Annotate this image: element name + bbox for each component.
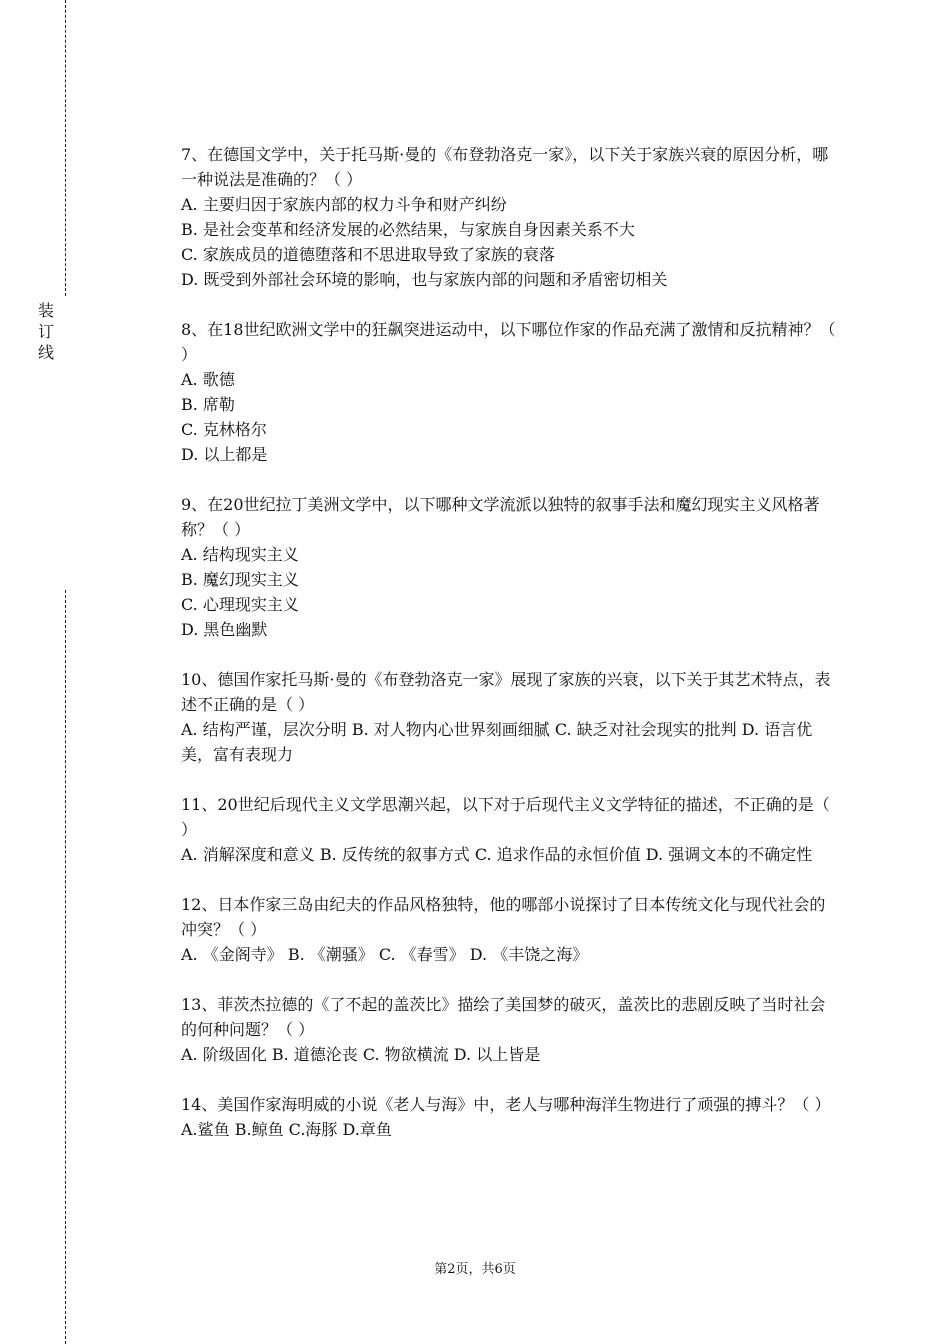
option-a: A. 歌德 [181,370,235,389]
question-13 [181,992,841,1067]
binding-line-bottom [65,590,66,1344]
option-d: D. 既受到外部社会环境的影响，也与家族内部的问题和矛盾密切相关 [181,270,668,289]
question-list [181,142,841,1167]
question-stem: 10、德国作家托马斯·曼的《布登勃洛克一家》展现了家族的兴衰，以下关于其艺术特点，表述不正确的是（ ） [181,670,831,714]
question-stem: 7、在德国文学中，关于托马斯·曼的《布登勃洛克一家》，以下关于家族兴衰的原因分析，哪一种说法是准确的？（ ） [181,145,829,189]
question-stem: 12、日本作家三岛由纪夫的作品风格独特，他的哪部小说探讨了日本传统文化与现代社会的冲突？（ ） [181,895,826,939]
binding-char: 装 [37,301,54,320]
option-b: B. 席勒 [181,395,235,414]
option-a: A. 主要归因于家族内部的权力斗争和财产纠纷 [181,195,507,214]
options-inline: A. 《金阁寺》 B. 《潮骚》 C. 《春雪》 D. 《丰饶之海》 [181,945,589,964]
option-c: C. 心理现实主义 [181,595,299,614]
question-14 [181,1092,841,1142]
binding-char: 线 [37,343,54,362]
options-inline: A.鲨鱼 B.鲸鱼 C.海豚 D.章鱼 [181,1120,392,1139]
question-11 [181,792,841,867]
question-stem: 14、美国作家海明威的小说《老人与海》中，老人与哪种海洋生物进行了顽强的搏斗？（ ） [181,1095,831,1114]
question-stem: 8、在18世纪欧洲文学中的狂飙突进运动中，以下哪位作家的作品充满了激情和反抗精神？（ ） [181,320,836,364]
option-b: B. 是社会变革和经济发展的必然结果，与家族自身因素关系不大 [181,220,635,239]
question-12 [181,892,841,967]
binding-char: 订 [37,322,54,341]
page-footer: 第2页，共6页 [434,1262,516,1277]
options-inline: A. 阶级固化 B. 道德沦丧 C. 物欲横流 D. 以上皆是 [181,1045,541,1064]
binding-line-top [65,0,66,296]
question-stem: 9、在20世纪拉丁美洲文学中，以下哪种文学流派以独特的叙事手法和魔幻现实主义风格著称？（ ） [181,495,820,539]
option-b: B. 魔幻现实主义 [181,570,299,589]
binding-label [36,300,56,363]
question-7 [181,142,841,292]
option-c: C. 家族成员的道德堕落和不思进取导致了家族的衰落 [181,245,555,264]
options-inline: A. 消解深度和意义 B. 反传统的叙事方式 C. 追求作品的永恒价值 D. 强调文本的不确定性 [181,845,813,864]
option-d: D. 黑色幽默 [181,620,268,639]
question-10 [181,667,841,767]
option-d: D. 以上都是 [181,445,268,464]
option-c: C. 克林格尔 [181,420,267,439]
question-8 [181,317,841,467]
question-stem: 13、菲茨杰拉德的《了不起的盖茨比》描绘了美国梦的破灭，盖茨比的悲剧反映了当时社会的何种问题？（ ） [181,995,826,1039]
option-a: A. 结构现实主义 [181,545,299,564]
question-stem: 11、20世纪后现代主义文学思潮兴起，以下对于后现代主义文学特征的描述，不正确的是（ ） [181,795,830,839]
options-inline: A. 结构严谨，层次分明 B. 对人物内心世界刻画细腻 C. 缺乏对社会现实的批判 D. 语言优美，富有表现力 [181,720,813,764]
question-9 [181,492,841,642]
